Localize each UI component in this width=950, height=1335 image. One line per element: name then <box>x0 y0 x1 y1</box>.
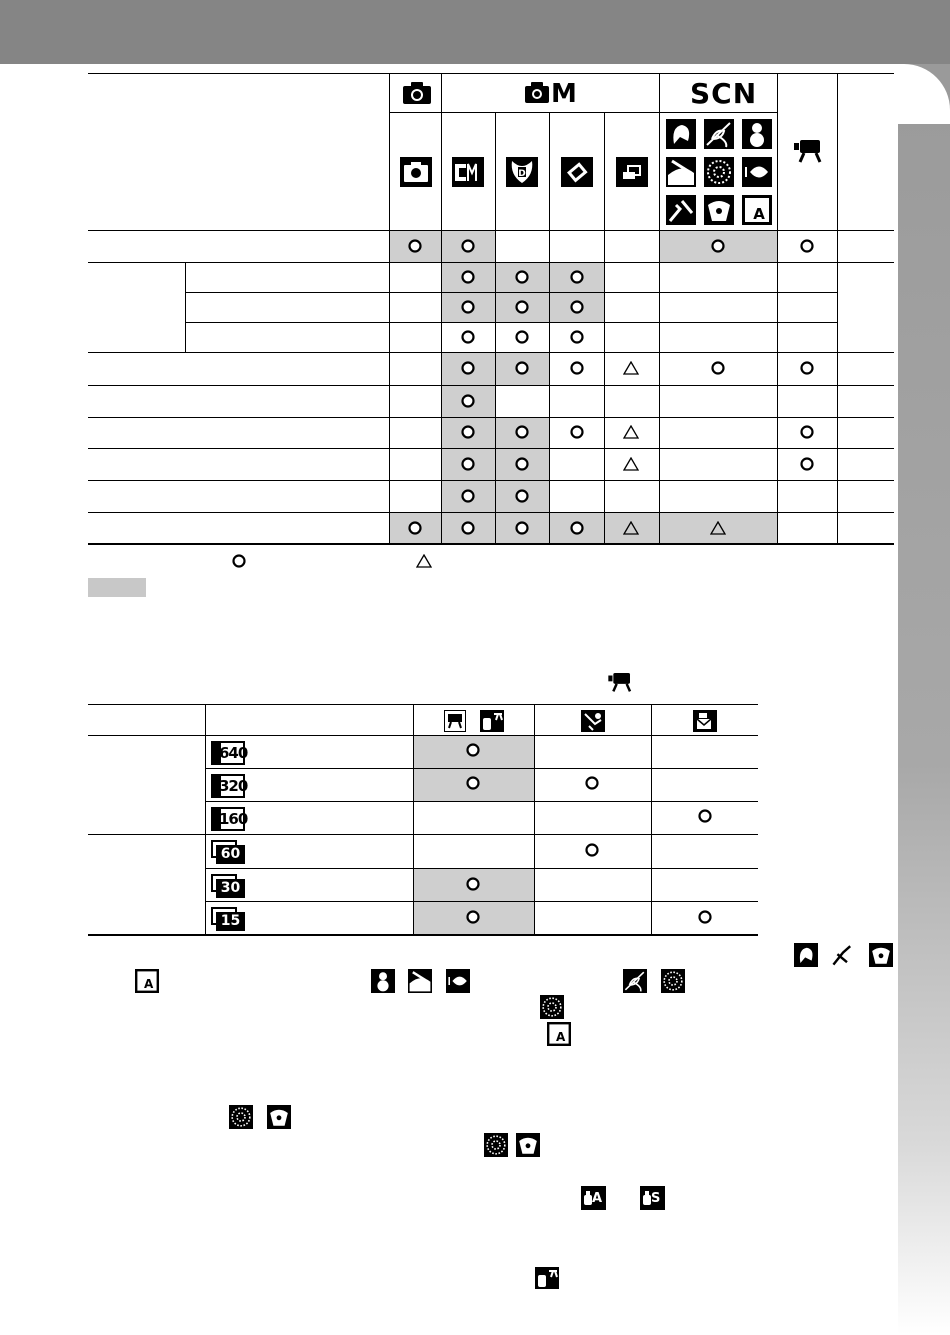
available-symbol <box>570 330 584 344</box>
available-symbol <box>466 743 480 757</box>
available-symbol <box>461 270 475 284</box>
available-symbol <box>800 457 814 471</box>
color-swap-s-icon: S <box>640 1186 665 1210</box>
available-symbol <box>570 300 584 314</box>
fireworks-icon <box>540 995 564 1019</box>
available-symbol <box>585 776 599 790</box>
scene-icons-grid <box>666 119 772 225</box>
available-symbol <box>698 910 712 924</box>
available-symbol <box>408 239 422 253</box>
indoor-kid-icon <box>516 1133 540 1157</box>
available-symbol <box>466 776 480 790</box>
beach-icon <box>408 969 432 993</box>
fireworks-icon <box>484 1133 508 1157</box>
manual-mode-label: M <box>551 79 577 109</box>
fireworks-icon <box>704 157 734 187</box>
resolution-640-icon: 640 <box>211 741 245 765</box>
available-symbol <box>515 361 529 375</box>
compact-movie-icon <box>693 710 717 732</box>
available-symbol <box>515 489 529 503</box>
available-symbol <box>570 361 584 375</box>
note-label-chip <box>88 578 146 597</box>
indoor-icon <box>547 1022 571 1046</box>
legend-limited-symbol <box>416 554 432 568</box>
svg-text:A: A <box>753 205 765 223</box>
camera-icon <box>402 81 432 105</box>
available-symbol <box>800 425 814 439</box>
auto-camera-icon <box>400 157 432 187</box>
underwater-icon <box>666 195 696 225</box>
camera-manual-group-icon <box>524 82 550 104</box>
kids-pets-icon <box>831 943 855 967</box>
indoor-kid-icon <box>267 1105 291 1129</box>
available-symbol <box>515 457 529 471</box>
available-symbol <box>800 361 814 375</box>
kids-pets-icon <box>704 195 734 225</box>
resolution-320-icon: 320 <box>211 774 245 798</box>
available-symbol <box>461 300 475 314</box>
macro-d-icon <box>506 157 538 187</box>
available-symbol <box>461 361 475 375</box>
aquarium-icon <box>742 157 772 187</box>
movie-camera-icon <box>794 140 822 164</box>
color-accent-a-icon: A <box>581 1186 606 1210</box>
available-symbol <box>461 457 475 471</box>
available-symbol <box>711 361 725 375</box>
available-symbol <box>466 910 480 924</box>
fireworks-icon <box>229 1105 253 1129</box>
available-symbol <box>515 330 529 344</box>
svg-text:D: D <box>518 169 526 179</box>
available-symbol <box>461 330 475 344</box>
available-symbol <box>461 394 475 408</box>
available-symbol <box>461 489 475 503</box>
camera-manual-icon <box>452 157 484 187</box>
color-accent-movie-icon <box>480 710 504 732</box>
portrait-icon <box>666 119 696 149</box>
available-symbol <box>570 270 584 284</box>
available-symbol <box>800 239 814 253</box>
frame-rate-30-icon: 30 <box>211 874 245 898</box>
available-symbol <box>408 521 422 535</box>
snow-icon <box>371 969 395 993</box>
shade <box>389 231 495 262</box>
available-symbol <box>461 425 475 439</box>
resolution-160-icon: 160 <box>211 807 245 831</box>
available-symbol <box>461 239 475 253</box>
available-symbol <box>515 270 529 284</box>
available-symbol <box>461 521 475 535</box>
indoor-kid-icon <box>869 943 893 967</box>
snow-icon <box>742 119 772 149</box>
indoor-icon <box>135 969 159 993</box>
frame-rate-15-icon: 15 <box>211 907 245 931</box>
available-symbol <box>585 843 599 857</box>
available-symbol <box>515 300 529 314</box>
limited-symbol <box>710 521 726 535</box>
limited-symbol <box>623 425 639 439</box>
fireworks-icon <box>661 969 685 993</box>
limited-symbol <box>623 457 639 471</box>
portrait-icon <box>794 943 818 967</box>
foliage-icon <box>704 119 734 149</box>
frame-rate-60-icon: 60 <box>211 840 245 864</box>
scene-mode-label: SCN <box>690 77 758 110</box>
limited-symbol <box>623 361 639 375</box>
available-symbol <box>570 521 584 535</box>
svg-text:A: A <box>555 1030 566 1045</box>
movie-camera-icon <box>608 673 632 693</box>
available-symbol <box>570 425 584 439</box>
stitch-assist-icon <box>561 157 593 187</box>
available-symbol <box>515 425 529 439</box>
available-symbol <box>711 239 725 253</box>
limited-symbol <box>623 521 639 535</box>
aquarium-icon <box>446 969 470 993</box>
foliage-icon <box>623 969 647 993</box>
available-symbol <box>515 521 529 535</box>
legend-available-symbol <box>232 554 246 568</box>
available-symbol <box>466 877 480 891</box>
beach-icon <box>666 157 696 187</box>
page-edge-tab <box>898 64 950 1335</box>
fast-frame-rate-icon <box>581 710 605 732</box>
top-band <box>0 0 950 64</box>
digital-macro-icon <box>616 157 648 187</box>
svg-text:A: A <box>143 977 154 992</box>
color-accent-movie-icon <box>535 1266 559 1290</box>
indoor-icon <box>742 195 772 225</box>
available-symbol <box>698 809 712 823</box>
movie-standard-icon <box>444 710 466 732</box>
